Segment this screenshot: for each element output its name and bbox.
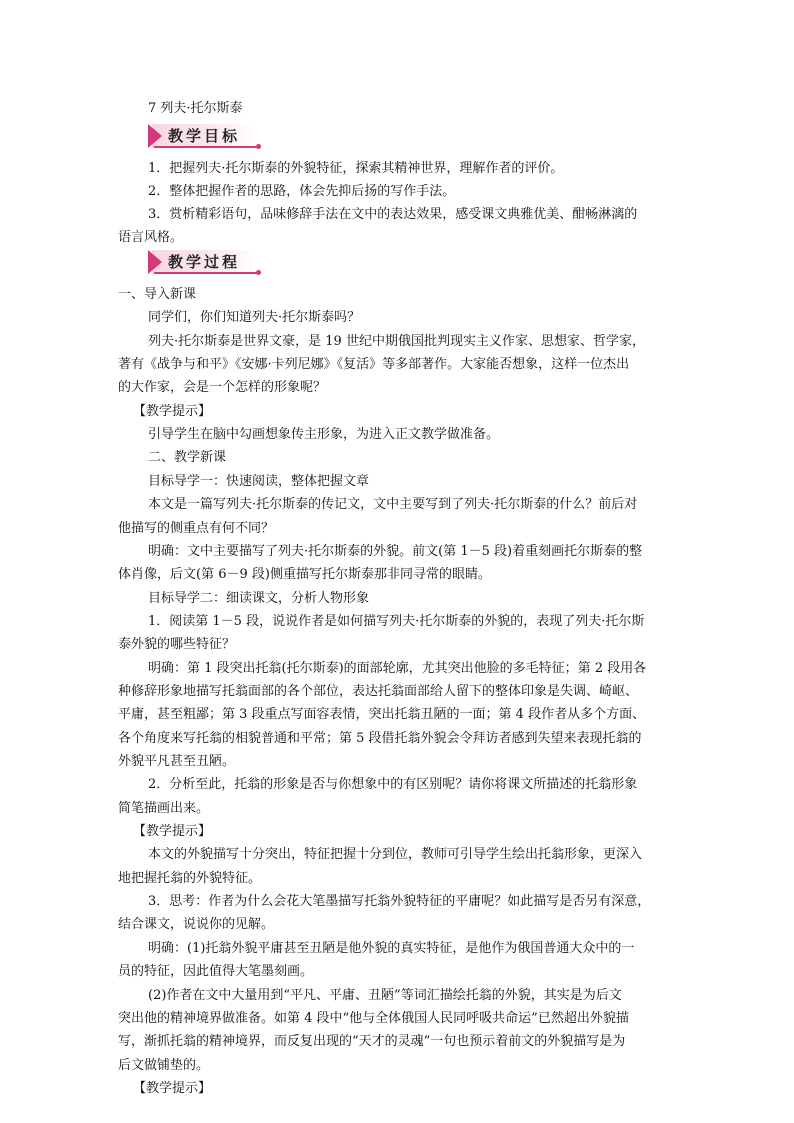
- body-line: 一、导入新课: [118, 287, 197, 302]
- body-line: (2)作者在文中大量用到“平凡、平庸、丑陋”等词汇描绘托翁的外貌，其实是为后文: [148, 988, 622, 1003]
- goal-line: 语言风格。: [118, 230, 184, 245]
- section-banner-goals: [148, 124, 260, 148]
- body-line: 著有《战争与和平》《安娜·卡列尼娜》《复活》等多部著作。大家能否想象，这样一位杰出: [118, 357, 630, 372]
- teaching-tip-heading: 【教学提示】: [133, 1081, 212, 1096]
- body-line: 列夫·托尔斯泰是世界文豪，是 19 世纪中期俄国批判现实主义作家、思想家、哲学家，: [148, 334, 645, 349]
- body-line: 他描写的侧重点有何不同？: [118, 521, 275, 536]
- body-line: 明确：文中主要描写了列夫·托尔斯泰的外貌。前文(第 1－5 段)着重刻画托尔斯泰的整: [148, 544, 643, 559]
- body-line: 平庸，甚至粗鄙；第 3 段重点写面容表情，突出托翁丑陋的一面；第 4 段作者从多个方面、: [118, 707, 646, 722]
- banner-dot-icon: [256, 144, 261, 149]
- body-line: 外貌平凡甚至丑陋。: [118, 754, 236, 769]
- body-line: 1．阅读第 1－5 段，说说作者是如何描写列夫·托尔斯泰的外貌的，表现了列夫·托尔斯: [148, 614, 645, 629]
- teaching-tip-heading: 【教学提示】: [133, 404, 212, 419]
- body-line: 结合课文，说说你的见解。: [118, 917, 275, 932]
- body-line: 种修辞形象地描写托翁面部的各个部位，表达托翁面部给人留下的整体印象是失调、崎岖、: [118, 684, 639, 699]
- body-line: 引导学生在脑中勾画想象传主形象，为进入正文教学做准备。: [148, 427, 500, 442]
- body-line: 本文是一篇写列夫·托尔斯泰的传记文，文中主要写到了列夫·托尔斯泰的什么？前后对: [148, 497, 638, 512]
- section-banner-process: [148, 250, 260, 274]
- lesson-title: 7 列夫·托尔斯泰: [148, 101, 243, 116]
- goal-line: 1．把握列夫·托尔斯泰的外貌特征，探索其精神世界，理解作者的评价。: [148, 161, 564, 176]
- banner-triangle-icon: [148, 124, 162, 148]
- body-line: 体肖像，后文(第 6－9 段)侧重描写托尔斯泰那非同寻常的眼睛。: [118, 567, 491, 582]
- body-line: 地把握托翁的外貌特征。: [118, 871, 262, 886]
- body-line: 目标导学一：快速阅读，整体把握文章: [148, 474, 370, 489]
- body-line: 明确：(1)托翁外貌平庸甚至丑陋是他外貌的真实特征，是他作为俄国普通大众中的一: [148, 941, 635, 956]
- banner-dot-icon: [256, 270, 261, 275]
- goal-line: 3．赏析精彩语句，品味修辞手法在文中的表达效果，感受课文典雅优美、酣畅淋漓的: [148, 207, 638, 222]
- body-line: 明确：第 1 段突出托翁(托尔斯泰)的面部轮廓，尤其突出他脸的多毛特征；第 2 段用各: [148, 661, 647, 676]
- body-line: 泰外貌的哪些特征？: [118, 637, 236, 652]
- body-line: 目标导学二：细读课文，分析人物形象: [148, 591, 370, 606]
- body-line: 同学们，你们知道列夫·托尔斯泰吗？: [148, 310, 361, 325]
- body-line: 后文做铺垫的。: [118, 1058, 210, 1073]
- banner-triangle-icon: [148, 250, 162, 274]
- body-line: 员的特征，因此值得大笔墨刻画。: [118, 964, 314, 979]
- body-line: 突出他的精神境界做准备。如第 4 段中“他与全体俄国人民同呼吸共命运”已然超出外貌描: [118, 1011, 629, 1026]
- body-line: 本文的外貌描写十分突出，特征把握十分到位，教师可引导学生绘出托翁形象，更深入: [148, 847, 643, 862]
- body-line: 3．思考：作者为什么会花大笔墨描写托翁外貌特征的平庸呢？如此描写是否另有深意，: [148, 894, 651, 909]
- body-line: 二、教学新课: [148, 450, 227, 465]
- goal-line: 2．整体把握作者的思路，体会先抑后扬的写作手法。: [148, 184, 456, 199]
- body-line: 写，渐抓托翁的精神境界，而反复出现的“天才的灵魂”一句也预示着前文的外貌描写是为: [118, 1034, 626, 1049]
- body-line: 2．分析至此，托翁的形象是否与你想象中的有区别呢？请你将课文所描述的托翁形象: [148, 777, 638, 792]
- section-heading-process: 教学过程: [168, 253, 241, 271]
- body-line: 的大作家，会是一个怎样的形象呢？: [118, 380, 327, 395]
- body-line: 各个角度来写托翁的相貌普通和平常；第 5 段借托翁外貌会令拜访者感到失望来表现托翁的: [118, 731, 642, 746]
- body-line: 简笔描画出来。: [118, 801, 210, 816]
- section-heading-goals: 教学目标: [168, 127, 241, 145]
- teaching-tip-heading: 【教学提示】: [133, 824, 212, 839]
